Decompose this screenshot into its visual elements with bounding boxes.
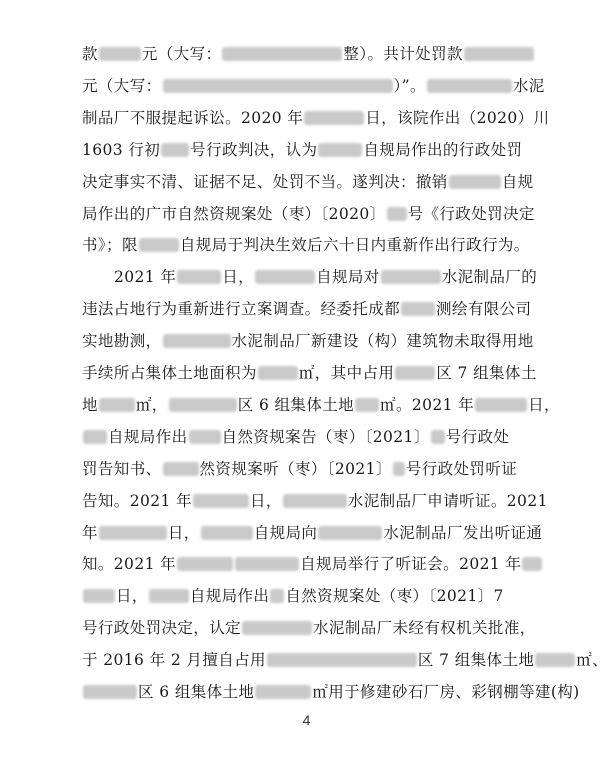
redaction-block <box>83 589 115 603</box>
text-segment: 号行政判决，认为 <box>190 140 318 159</box>
text-segment: 元（大写： <box>141 45 222 63</box>
text-segment: 知。2021 年 <box>82 555 177 574</box>
text-line <box>82 233 530 257</box>
text-segment: 地 <box>82 395 98 414</box>
text-line <box>114 265 537 289</box>
redaction-block <box>99 47 141 61</box>
text-segment: 日， <box>222 268 255 287</box>
text-segment: 自然资规案告（枣）〔2021〕 <box>221 427 430 446</box>
text-segment: ）”。 <box>393 76 426 95</box>
text-segment: 自规局作出的行政处罚 <box>363 140 523 159</box>
page-number: 4 <box>302 712 311 728</box>
text-line <box>82 616 536 640</box>
redaction-block <box>222 47 342 61</box>
text-segment: 局作出的广市自然资规案处（枣）〔2020〕 <box>82 204 386 223</box>
text-segment: 日， <box>167 523 200 542</box>
text-segment: 罚告知书、 <box>82 459 162 478</box>
text-segment: 水泥制品厂发出听证通 <box>383 523 543 542</box>
text-segment: 区 6 组集体土地 <box>138 683 255 701</box>
text-segment: ㎡， <box>135 395 168 414</box>
text-segment: 水泥 <box>512 76 545 95</box>
text-line <box>82 648 608 672</box>
text-line <box>82 361 537 385</box>
redaction-block <box>318 526 382 540</box>
text-segment: 自规 <box>501 172 534 191</box>
text-segment: 水泥制品厂新建设（构）建筑物未取得用地 <box>231 332 534 351</box>
text-line <box>82 552 543 576</box>
redaction-block <box>401 302 435 316</box>
redaction-block <box>163 462 199 476</box>
text-segment: ㎡，其中占用 <box>298 364 395 382</box>
redaction-block <box>395 366 435 380</box>
redaction-block <box>283 494 347 508</box>
redaction-block <box>99 526 167 540</box>
text-segment: 日， <box>249 491 282 510</box>
text-segment: 号行政处罚听证 <box>405 459 518 478</box>
redaction-block <box>83 430 107 444</box>
text-segment: 测绘有限公司 <box>436 300 532 319</box>
redaction-block <box>99 398 135 412</box>
redaction-block <box>318 143 362 157</box>
redaction-block <box>535 653 575 667</box>
text-segment: 自规局作出 <box>108 427 188 446</box>
redaction-block <box>255 270 315 284</box>
text-segment: 书》；限 <box>82 236 138 255</box>
text-segment: 年 <box>82 523 98 542</box>
text-line <box>82 457 517 481</box>
text-segment: 号行政处 <box>445 427 510 446</box>
text-line <box>82 393 560 417</box>
text-line <box>82 584 504 608</box>
text-segment: 日， <box>528 395 560 414</box>
text-line <box>82 489 548 513</box>
text-segment: 违法占地行为重新进行立案调查。经委托成都 <box>82 300 401 319</box>
text-segment: 水泥制品厂申请听证。2021 <box>347 491 548 510</box>
redaction-block <box>201 526 253 540</box>
text-segment: 自规局向 <box>253 523 318 542</box>
text-segment: 号行政处罚决定，认定 <box>82 619 242 638</box>
redaction-block <box>161 143 189 157</box>
text-line <box>82 329 534 353</box>
redaction-block <box>522 557 542 571</box>
text-segment: 水泥制品厂的 <box>441 268 538 287</box>
text-segment: 区 6 组集体土地 <box>237 395 355 414</box>
text-segment: 水泥制品厂未经有权机关批准， <box>313 619 536 638</box>
redaction-block <box>83 685 137 699</box>
redaction-block <box>475 398 527 412</box>
text-line <box>82 42 535 66</box>
redaction-block <box>393 462 405 476</box>
text-segment: ㎡用于修建砂石厂房、彩钢棚等建(构) <box>312 683 580 701</box>
text-segment: 区 7 组集体土地 <box>417 651 535 670</box>
text-segment: 整）。共计处罚款 <box>343 45 463 63</box>
redaction-block <box>304 111 364 125</box>
text-segment: 然资规案听（枣）〔2021〕 <box>199 459 392 478</box>
text-line <box>82 425 509 449</box>
redaction-block <box>427 79 512 93</box>
redaction-block <box>355 398 379 412</box>
redaction-block <box>387 207 407 221</box>
redaction-block <box>242 621 312 635</box>
text-segment: 2021 年 <box>114 268 177 287</box>
redaction-block <box>169 398 237 412</box>
text-segment: 告知。2021 年 <box>82 491 192 510</box>
redaction-block <box>163 79 393 93</box>
text-segment: 自规局对 <box>316 268 380 287</box>
text-segment: 自然资规案处（枣）〔2021〕7 <box>285 587 504 606</box>
text-segment: ㎡、 <box>576 651 609 670</box>
text-segment: 区 7 组集体土 <box>436 364 537 382</box>
text-segment: 于 2016 年 2 月擅自占用 <box>82 651 266 670</box>
text-line <box>82 106 549 130</box>
redaction-block <box>258 366 298 380</box>
text-segment: 自规局作出 <box>189 587 270 606</box>
redaction-block <box>149 589 189 603</box>
text-line <box>82 521 542 545</box>
text-line <box>82 138 522 162</box>
text-segment: 日， <box>116 587 148 606</box>
text-segment: 决定事实不清、证据不足、处罚不当。遂判决：撤销 <box>82 172 448 191</box>
text-segment: ㎡。2021 年 <box>380 395 475 414</box>
text-segment: 手续所占集体土地面积为 <box>82 364 257 382</box>
redaction-block <box>139 238 179 252</box>
redaction-block <box>163 334 231 348</box>
redaction-block <box>235 557 299 571</box>
redaction-block <box>270 589 284 603</box>
text-segment: 元（大写： <box>82 76 162 95</box>
text-segment: 自规局于判决生效后六十日内重新作出行政行为。 <box>179 236 530 255</box>
redaction-block <box>449 175 501 189</box>
text-line <box>82 202 535 226</box>
redaction-block <box>193 494 249 508</box>
text-segment: 制品厂不服提起诉讼。2020 年 <box>82 108 304 127</box>
text-segment: 实地勘测， <box>82 332 162 351</box>
redaction-block <box>177 270 221 284</box>
redaction-block <box>431 430 445 444</box>
text-segment: 号《行政处罚决定 <box>407 204 535 223</box>
redaction-block <box>255 685 311 699</box>
text-segment: 1603 行初 <box>82 140 161 159</box>
redaction-block <box>464 47 534 61</box>
redaction-block <box>267 653 417 667</box>
text-segment: 自规局举行了听证会。2021 年 <box>300 555 522 574</box>
redaction-block <box>177 557 233 571</box>
text-segment: 款 <box>82 45 98 63</box>
text-line <box>82 170 534 194</box>
text-line <box>82 74 545 98</box>
redaction-block <box>381 270 441 284</box>
text-line <box>82 680 580 704</box>
text-segment: 日，该院作出（2020）川 <box>365 108 550 127</box>
redaction-block <box>189 430 221 444</box>
text-line <box>82 297 531 321</box>
